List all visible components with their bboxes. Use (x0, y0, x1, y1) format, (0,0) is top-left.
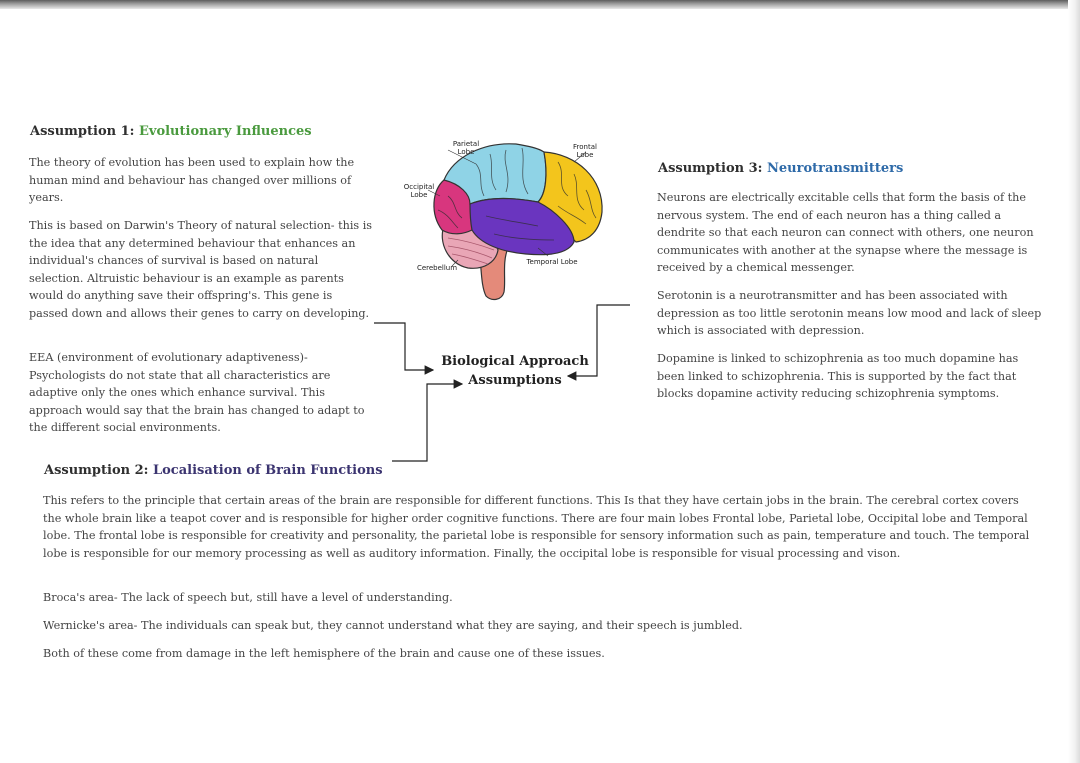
assumption-1-title: Evolutionary Influences (138, 124, 312, 139)
assumption-1-paragraph-2: This is based on Darwin's Theory of natural selection- this is the idea that any determined behaviour that enhances an individual's chances of survival is based on natural selection. Altruistic behaviour is an example as parents would do anything save their offspring's. This gene is passed down and allows their genes to carry on developing. (29, 219, 373, 320)
assumption-2-title: Localisation of Brain Functions (152, 463, 383, 478)
assumption-2-paragraph-2: Broca's area- The lack of speech but, still have a level of understanding. (43, 591, 453, 604)
assumption-3-title: Neurotransmitters (766, 161, 904, 176)
frontal-lobe-label: Frontal Lobe (573, 143, 597, 159)
assumption-2-paragraph-3: Wernicke's area- The individuals can speak but, they cannot understand what they are saying, and their speech is jumbled. (43, 619, 743, 632)
assumption-1-paragraph-1: The theory of evolution has been used to explain how the human mind and behaviour has changed over millions of years. (29, 156, 355, 204)
center-title-line-2: Assumptions (468, 373, 562, 388)
parietal-lobe-label: Parietal Lobe (452, 140, 480, 156)
arrow-from-assumption-1 (374, 323, 433, 370)
assumption-3-paragraph-3: Dopamine is linked to schizophrenia as too much dopamine has been linked to schizophrenia. This is supported by the fact that blocks dopamine activity reducing schizophrenia symptoms. (657, 352, 1019, 400)
temporal-lobe-label: Temporal Lobe (526, 258, 578, 266)
assumption-1-paragraph-3: EEA (environment of evolutionary adaptiveness)- Psychologists do not state that all characteristics are adaptive only the ones which enhance survival. This approach would say that the brain has changed to adapt to the different social environments. (29, 351, 365, 434)
cerebellum-label: Cerebellum (416, 264, 458, 272)
assumption-2-paragraph-4: Both of these come from damage in the left hemisphere of the brain and cause one of these issues. (43, 647, 605, 660)
assumption-1-prefix: Assumption 1: (30, 124, 139, 139)
assumption-3-paragraph-2: Serotonin is a neurotransmitter and has been associated with depression as too little serotonin means low mood and lack of sleep which is associated with depression. (657, 289, 1042, 337)
assumption-3-paragraph-1: Neurons are electrically excitable cells that form the basis of the nervous system. The end of each neuron has a thing called a dendrite so that each neuron can connect with others, one neuron communicates with another at the synapse where the message is received by a chemical messenger. (657, 191, 1034, 274)
occipital-lobe-label: Occipital Lobe (403, 183, 435, 199)
assumption-3-prefix: Assumption 3: (658, 161, 767, 176)
center-title-line-1: Biological Approach (441, 354, 589, 369)
arrow-from-assumption-2 (392, 384, 462, 461)
assumption-2-prefix: Assumption 2: (44, 463, 153, 478)
brain-diagram (398, 134, 628, 304)
arrow-from-assumption-3 (568, 305, 630, 376)
assumption-2-paragraph-1: This refers to the principle that certain areas of the brain are responsible for different functions. This Is that they have certain jobs in the brain. The cerebral cortex covers the whole brain like a teapot cover and is responsible for higher order cognitive functions. There are four main lobes Frontal lobe, Parietal lobe, Occipital lobe and Temporal lobe. The frontal lobe is responsible for creativity and personality, the parietal lobe is responsible for sensory information such as pain, temperature and touch. The temporal lobe is responsible for our memory processing as well as auditory information. Finally, the occipital lobe is responsible for visual processing and vison. (43, 494, 1030, 560)
